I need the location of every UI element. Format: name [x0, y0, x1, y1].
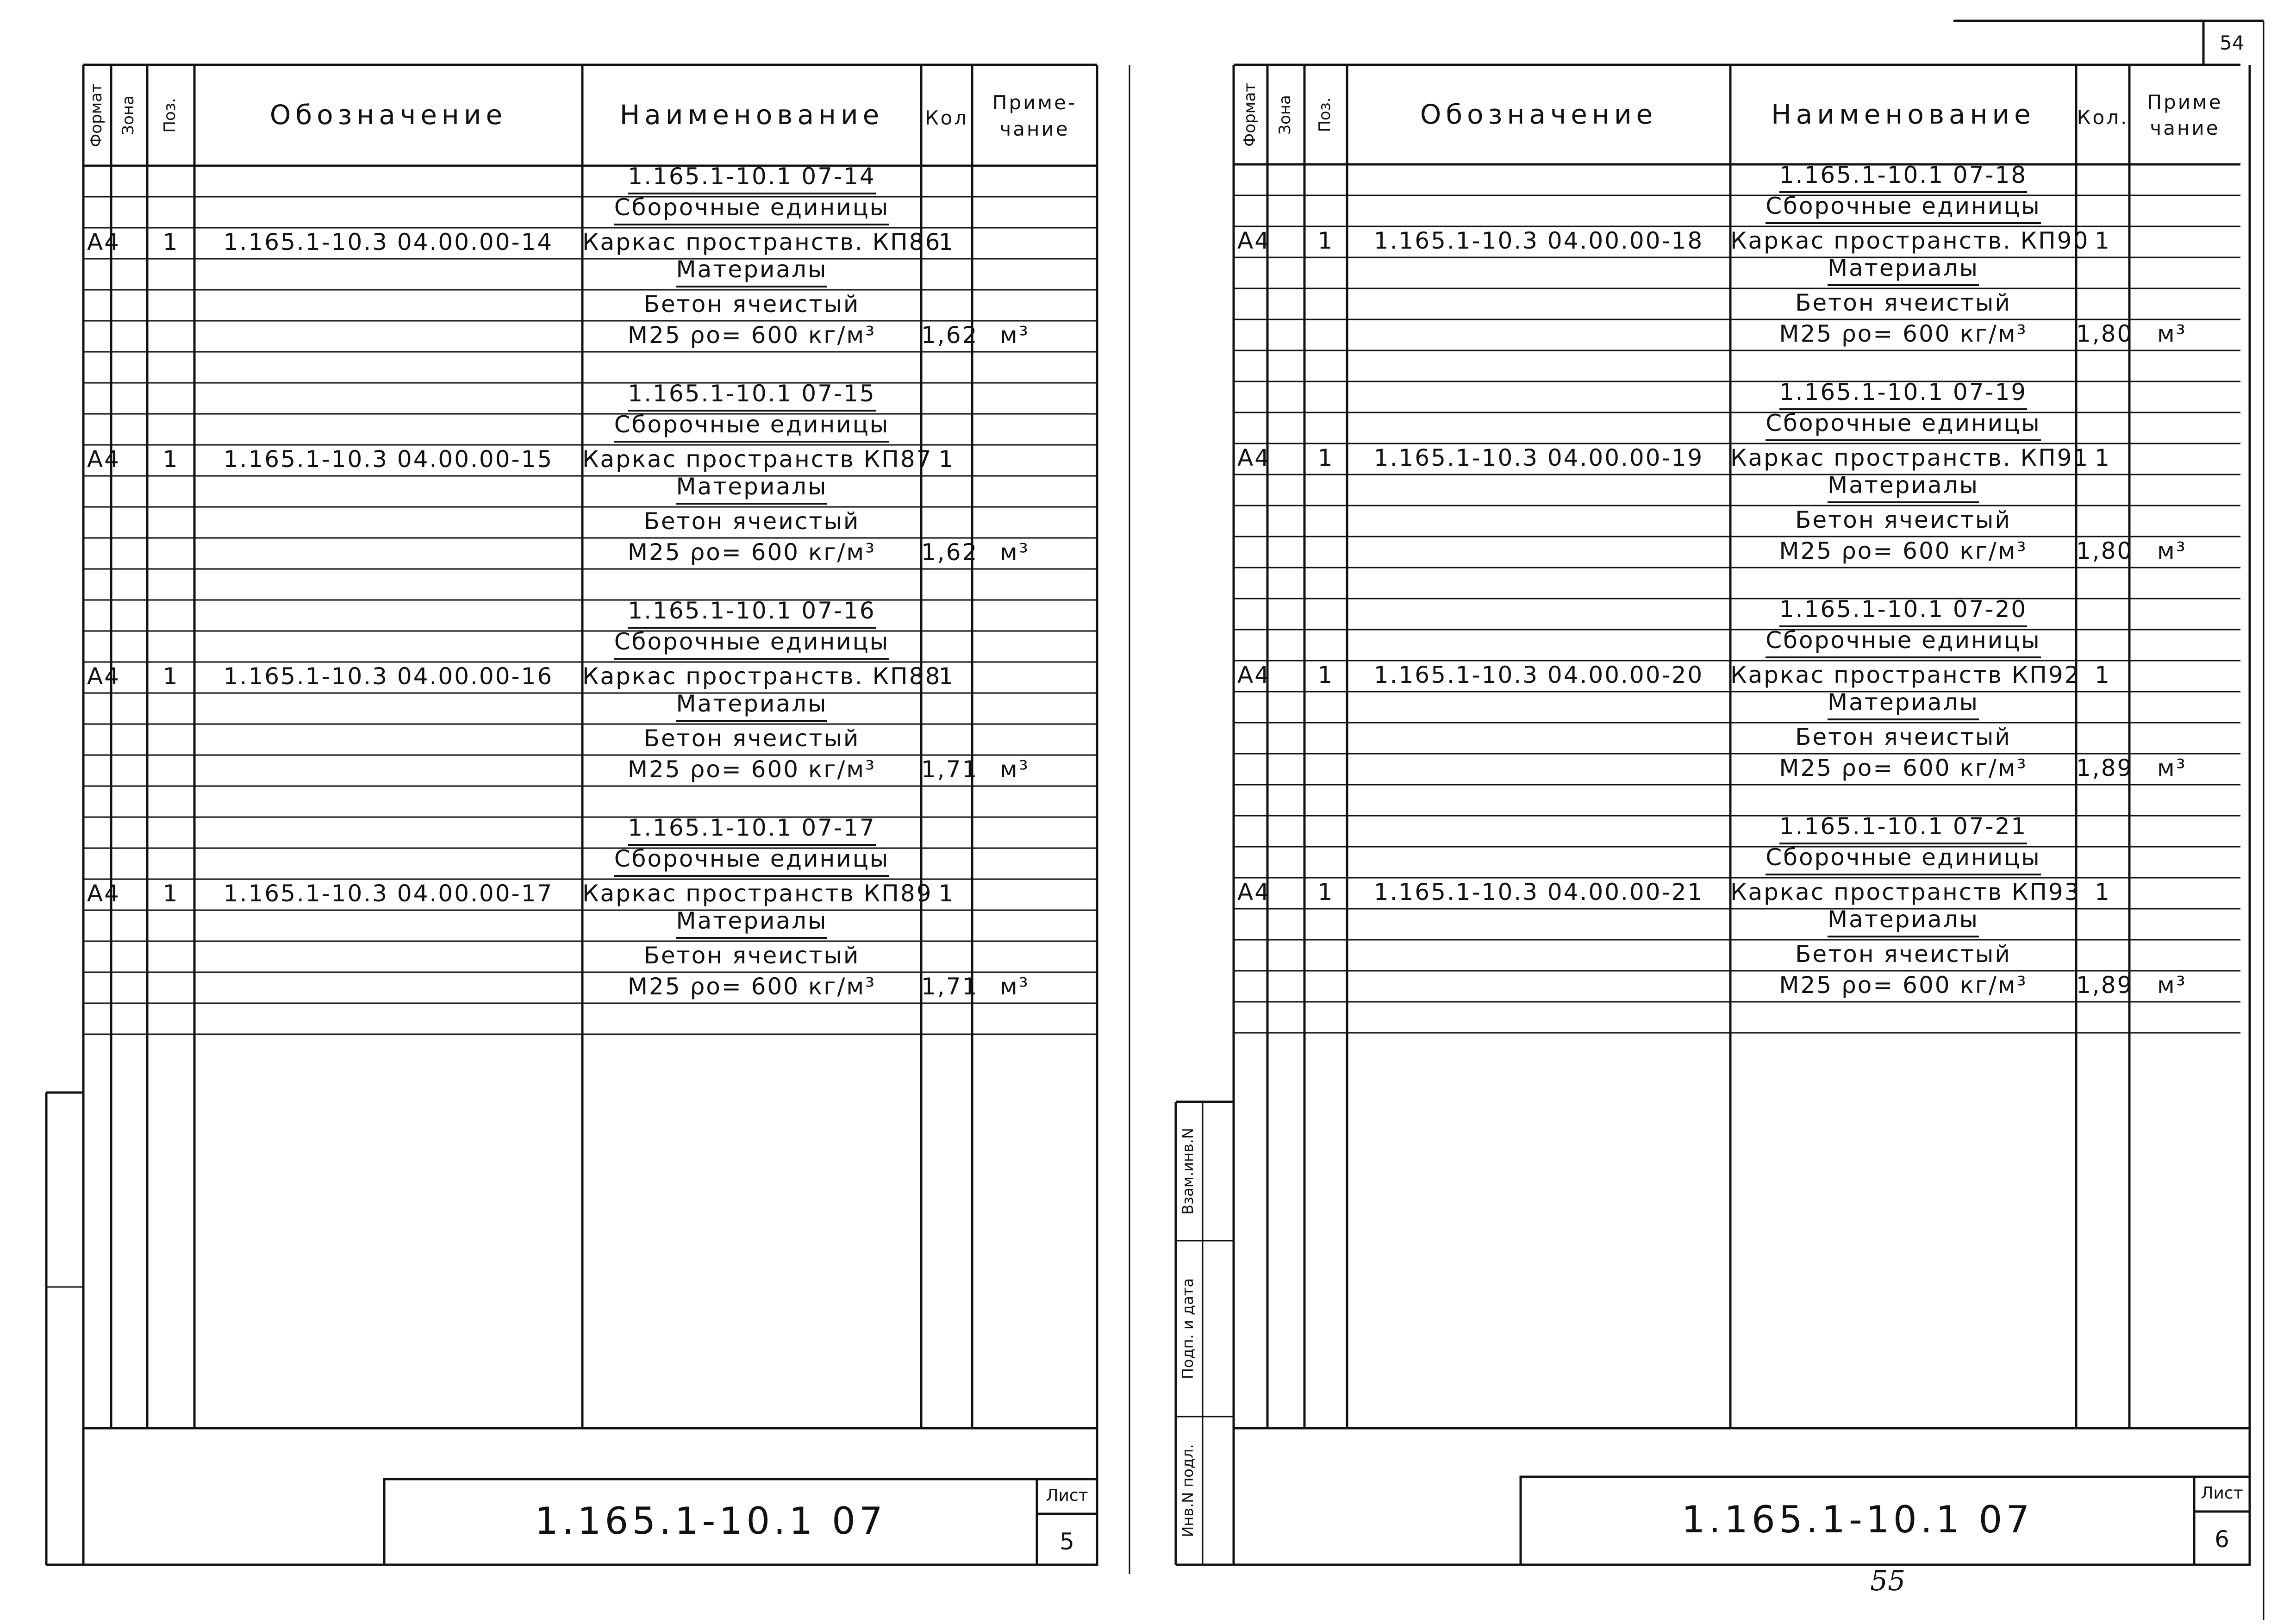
left-header-note: Приме- чание — [992, 91, 1077, 140]
right-row-name: 1.165.1-10.1 07-19 — [1779, 379, 2027, 410]
right-stamp-vzam-inv: Взам.инв.N — [1179, 1128, 1197, 1215]
right-row-name: Бетон ячеистый — [1795, 506, 2011, 533]
left-row-designation: 1.165.1-10.3 04.00.00-14 — [223, 228, 554, 256]
right-sheet-label: Лист — [2201, 1484, 2243, 1503]
right-row-format: А4 — [1237, 444, 1271, 471]
left-row-name: Каркас пространств. КП88 — [582, 662, 942, 690]
right-row-qty: 1,89 — [2076, 971, 2134, 999]
left-row-name-wrap — [582, 382, 921, 405]
right-header-pos: Поз. — [1316, 97, 1334, 132]
left-sheet-number: 5 — [1060, 1528, 1074, 1555]
right-row-designation: 1.165.1-10.3 04.00.00-20 — [1373, 661, 1704, 688]
left-row-name: 1.165.1-10.1 07-16 — [628, 597, 875, 629]
left-row-name: Материалы — [676, 256, 828, 287]
right-header-note: Приме чание — [2147, 90, 2223, 140]
right-row-qty: 1,80 — [2076, 537, 2134, 564]
left-row-qty: 1 — [938, 228, 955, 256]
left-row-format: А4 — [87, 662, 121, 690]
left-row-qty: 1 — [938, 445, 955, 473]
left-row-name: Бетон ячеистый — [643, 290, 860, 318]
right-row-name: Материалы — [1828, 255, 1979, 286]
right-row-name-wrap — [1730, 843, 2076, 871]
right-row-name-wrap — [1730, 409, 2076, 437]
left-doc-code: 1.165.1-10.1 07 — [535, 1499, 886, 1543]
left-row-name: 1.165.1-10.1 07-17 — [628, 814, 875, 846]
right-row-name: 1.165.1-10.1 07-21 — [1779, 813, 2027, 844]
right-row-qty: 1 — [2095, 661, 2111, 688]
left-row-qty: 1,71 — [921, 973, 979, 1000]
right-row-pos: 1 — [1317, 227, 1334, 254]
right-row-pos: 1 — [1317, 661, 1334, 688]
left-row-name: Бетон ячеистый — [643, 507, 860, 535]
right-row-note: м³ — [2157, 320, 2187, 347]
right-row-name: Каркас пространств КП93 — [1730, 878, 2081, 906]
left-header-zone: Зона — [119, 95, 137, 135]
left-sheet-label: Лист — [1046, 1486, 1088, 1505]
right-row-name: Каркас пространств КП92 — [1730, 661, 2081, 688]
left-row-note: м³ — [1000, 538, 1029, 566]
right-row-name: 1.165.1-10.1 07-18 — [1779, 162, 2027, 193]
left-row-designation: 1.165.1-10.3 04.00.00-16 — [223, 662, 554, 690]
left-row-qty: 1 — [938, 662, 955, 690]
left-row-name: М25 ρо= 600 кг/м³ — [627, 321, 876, 349]
left-row-name-wrap — [582, 692, 921, 715]
left-row-note: м³ — [1000, 973, 1029, 1000]
left-row-name: Материалы — [676, 473, 828, 505]
left-row-note: м³ — [1000, 756, 1029, 783]
left-row-name-wrap — [582, 599, 921, 622]
right-doc-code: 1.165.1-10.1 07 — [1681, 1498, 2034, 1541]
left-row-format: А4 — [87, 880, 121, 907]
left-row-name: М25 ρо= 600 кг/м³ — [627, 973, 876, 1000]
right-row-format: А4 — [1237, 227, 1271, 254]
right-row-note: м³ — [2157, 971, 2187, 999]
right-row-name: Сборочные единицы — [1766, 410, 2041, 441]
right-row-name: Материалы — [1828, 906, 1979, 937]
right-row-designation: 1.165.1-10.3 04.00.00-21 — [1373, 878, 1704, 906]
left-row-name: Сборочные единицы — [614, 194, 890, 225]
right-row-name-wrap — [1730, 194, 2076, 218]
right-row-name-wrap — [1730, 626, 2076, 654]
right-row-pos: 1 — [1317, 878, 1334, 906]
right-row-name: М25 ρо= 600 кг/м³ — [1779, 320, 2028, 347]
left-row-name: М25 ρо= 600 кг/м³ — [627, 538, 876, 566]
right-row-name: 1.165.1-10.1 07-20 — [1779, 596, 2027, 627]
left-row-name-wrap — [582, 630, 921, 653]
right-row-name: Сборочные единицы — [1766, 844, 2041, 875]
right-row-qty: 1 — [2095, 444, 2111, 471]
right-row-name-wrap — [1730, 688, 2076, 716]
left-header-pos: Поз. — [161, 98, 179, 133]
right-row-name: Бетон ячеистый — [1795, 940, 2011, 968]
right-row-note: м³ — [2157, 537, 2187, 564]
right-row-note: м³ — [2157, 754, 2187, 781]
left-row-name-wrap — [582, 413, 921, 436]
left-row-pos: 1 — [162, 445, 179, 473]
right-header-name: Наименование — [1771, 98, 2035, 130]
left-row-qty: 1,71 — [921, 756, 979, 783]
left-row-name-wrap — [582, 475, 921, 498]
left-row-name: М25 ρо= 600 кг/м³ — [627, 756, 876, 783]
left-row-name-wrap — [582, 909, 921, 932]
handwritten-page-number: 55 — [1870, 1565, 1906, 1597]
right-header-zone: Зона — [1276, 94, 1294, 135]
left-row-name: Материалы — [676, 907, 828, 939]
left-header-format: Формат — [87, 83, 106, 147]
right-row-qty: 1,89 — [2076, 754, 2134, 781]
left-row-qty: 1 — [938, 880, 955, 907]
right-header-format: Формат — [1240, 82, 1259, 147]
left-row-name: 1.165.1-10.1 07-14 — [628, 163, 875, 194]
left-row-format: А4 — [87, 228, 121, 256]
left-row-pos: 1 — [162, 228, 179, 256]
left-row-pos: 1 — [162, 880, 179, 907]
right-header-qty: Кол. — [2077, 106, 2129, 129]
left-row-name: Каркас пространств. КП86 — [582, 228, 942, 256]
top-right-label: 54 — [2220, 31, 2245, 54]
left-row-qty: 1,62 — [921, 538, 979, 566]
right-row-name: М25 ρо= 600 кг/м³ — [1779, 971, 2028, 999]
left-row-name: Сборочные единицы — [614, 628, 890, 660]
right-row-name-wrap — [1730, 812, 2076, 840]
right-row-name-wrap — [1730, 163, 2076, 187]
right-stamp-podp-data: Подп. и дата — [1179, 1278, 1197, 1379]
left-row-qty: 1,62 — [921, 321, 979, 349]
right-row-name: Каркас пространств. КП91 — [1730, 444, 2090, 471]
right-row-format: А4 — [1237, 661, 1271, 688]
right-row-name-wrap — [1730, 471, 2076, 499]
right-header-designation: Обозначение — [1420, 98, 1658, 130]
left-row-name: Бетон ячеистый — [643, 725, 860, 752]
right-row-name-wrap — [1730, 908, 2076, 931]
left-row-name-wrap — [582, 847, 921, 870]
right-row-qty: 1,80 — [2076, 320, 2134, 347]
right-row-name: Сборочные единицы — [1766, 627, 2041, 658]
right-row-pos: 1 — [1317, 444, 1334, 471]
right-row-name: Бетон ячеистый — [1795, 723, 2011, 750]
left-row-format: А4 — [87, 445, 121, 473]
left-row-name-wrap — [582, 258, 921, 281]
left-header-name: Наименование — [619, 99, 884, 131]
right-row-name: Материалы — [1828, 472, 1979, 503]
right-row-name: М25 ρо= 600 кг/м³ — [1779, 537, 2028, 564]
right-sheet-number: 6 — [2215, 1526, 2229, 1553]
right-row-qty: 1 — [2095, 878, 2111, 906]
left-row-name-wrap — [582, 162, 921, 190]
left-row-name: Каркас пространств КП89 — [582, 880, 933, 907]
left-row-name: Сборочные единицы — [614, 411, 890, 443]
left-row-name: Бетон ячеистый — [643, 942, 860, 969]
left-header-qty: Кол — [924, 106, 969, 129]
right-row-designation: 1.165.1-10.3 04.00.00-19 — [1373, 444, 1704, 471]
left-row-name: Сборочные единицы — [614, 845, 890, 877]
right-stamp-inv-podl: Инв.N подл. — [1179, 1444, 1197, 1537]
left-row-name: 1.165.1-10.1 07-15 — [628, 380, 875, 412]
right-row-name-wrap — [1730, 595, 2076, 623]
left-row-name: Материалы — [676, 690, 828, 722]
right-row-name: Материалы — [1828, 689, 1979, 720]
right-row-name: Бетон ячеистый — [1795, 289, 2011, 316]
left-row-designation: 1.165.1-10.3 04.00.00-15 — [223, 445, 554, 473]
left-row-note: м³ — [1000, 321, 1029, 349]
left-row-pos: 1 — [162, 662, 179, 690]
right-row-name-wrap — [1730, 378, 2076, 406]
right-row-name-wrap — [1730, 256, 2076, 280]
right-row-designation: 1.165.1-10.3 04.00.00-18 — [1373, 227, 1704, 254]
left-row-name: Каркас пространств КП87 — [582, 445, 933, 473]
right-row-name: М25 ρо= 600 кг/м³ — [1779, 754, 2028, 781]
left-row-designation: 1.165.1-10.3 04.00.00-17 — [223, 880, 554, 907]
right-row-name: Каркас пространств. КП90 — [1730, 227, 2090, 254]
left-row-name-wrap — [582, 816, 921, 839]
left-row-name-wrap — [582, 196, 921, 219]
left-header-designation: Обозначение — [269, 99, 507, 131]
right-row-format: А4 — [1237, 878, 1271, 906]
right-row-qty: 1 — [2095, 227, 2111, 254]
right-row-name: Сборочные единицы — [1766, 193, 2041, 224]
